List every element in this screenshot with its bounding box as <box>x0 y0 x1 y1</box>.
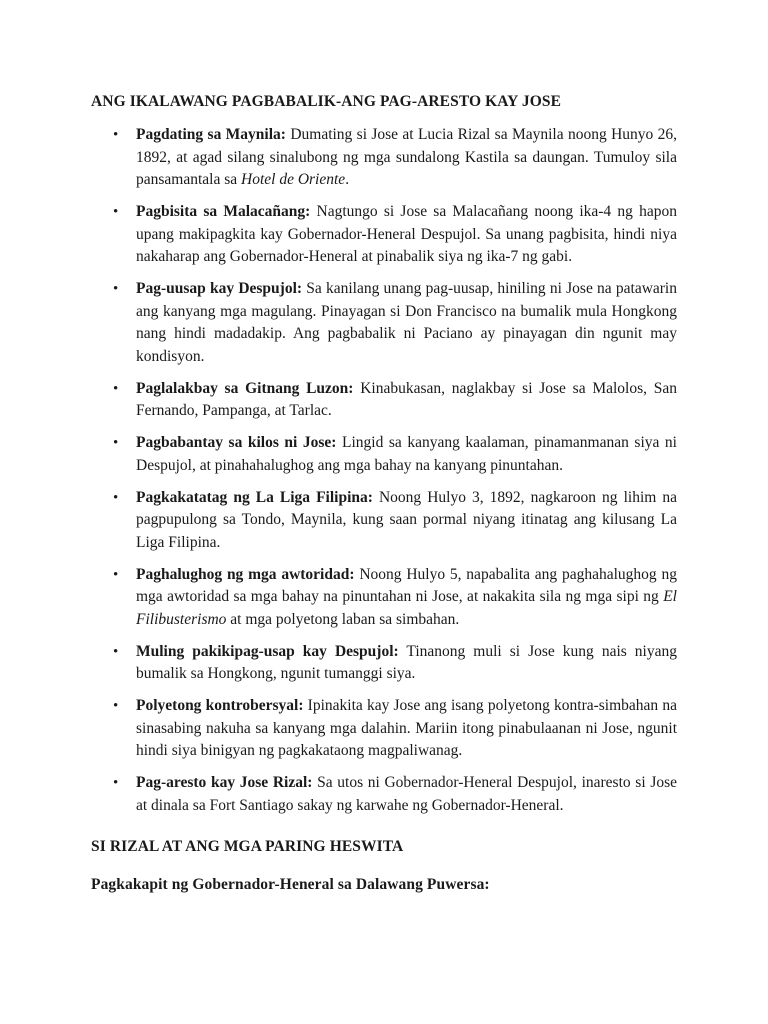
item-text: Noong Hulyo 3, 1892, nagkaroon ng lihim na pagpupulong sa Tondo, Maynila, kung saan pormal niyang itinatag ang kilusang La Liga Filipina. <box>136 488 677 551</box>
item-emphasis: Hotel de Oriente <box>241 171 346 188</box>
list-item <box>113 641 677 686</box>
item-term: Pag-aresto kay Jose Rizal: <box>136 774 313 791</box>
bullet-icon: • <box>113 698 119 714</box>
item-text: Sa utos ni Gobernador-Heneral Despujol, inaresto si Jose at dinala sa Fort Santiago sakay ng karwahe ng Gobernador-Heneral. <box>136 774 678 814</box>
section-heading-paring-heswita: SI RIZAL AT ANG MGA PARING HESWITA <box>91 838 404 855</box>
item-text: Kinabukasan, naglakbay si Jose sa Malolos, San Fernando, Pampanga, at Tarlac. <box>136 379 677 419</box>
item-text: Sa kanilang unang pag-uusap, hiniling ni Jose na patawarin ang kanyang mga magulang. Pinayagan si Don Francisco na bumalik mula Hongkong nang hindi madadakip. Ang pagbabalik ni Paciano ay pinayagan din ngunit may kondisyon. <box>136 280 677 365</box>
item-term: Pagkakatatag ng La Liga Filipina: <box>136 488 373 506</box>
item-term: Pag-uusap kay Despujol: <box>136 280 303 297</box>
bullet-list <box>113 124 678 827</box>
list-item <box>113 432 677 477</box>
bullet-icon: • <box>113 566 119 583</box>
subsection-heading-dalawang-puwersa: Pagkakapit ng Gobernador-Heneral sa Dalawang Puwersa: <box>91 876 490 893</box>
item-term: Pagdating sa Maynila: <box>136 126 286 143</box>
item-term: Pagbisita sa Malacañang: <box>136 203 311 220</box>
item-tail: at mga polyetong laban sa simbahan. <box>226 610 460 628</box>
list-item <box>113 695 677 763</box>
list-item <box>113 564 677 632</box>
item-tail: . <box>345 171 350 188</box>
list-item <box>113 487 677 555</box>
item-text: Noong Hulyo 5, napabalita ang paghahalughog ng mga awtoridad sa mga bahay na pinuntahan ni Jose, at nakakita sila ng mga sipi ng <box>136 565 677 605</box>
bullet-icon: • <box>113 380 119 397</box>
bullet-icon: • <box>113 281 119 297</box>
bullet-icon: • <box>113 489 119 506</box>
item-term: Paglalakbay sa Gitnang Luzon: <box>136 379 354 397</box>
item-text: Lingid sa kanyang kaalaman, pinamanmanan siya ni Despujol, at pinahahalughog ang mga bahay na kanyang pinuntahan. <box>136 434 677 474</box>
item-term: Polyetong kontrobersyal: <box>136 697 304 714</box>
item-text: Nagtungo si Jose sa Malacañang noong ika-4 ng hapon upang makipagkita kay Gobernador-Heneral Despujol. Sa unang pagbisita, hindi niya nakaharap ang Gobernador-Heneral at pinabalik siya ng ika-7 ng gabi. <box>136 203 677 265</box>
list-item <box>113 124 677 192</box>
bullet-icon: • <box>113 204 119 220</box>
bullet-icon: • <box>113 127 119 143</box>
list-item <box>113 772 678 817</box>
list-item <box>113 378 677 423</box>
bullet-icon: • <box>113 643 119 660</box>
item-text: Ipinakita kay Jose ang isang polyetong kontra-simbahan na sinasabing nakuha sa kanyang mga dalahin. Mariin itong pinabulaanan ni Jose, ngunit hindi siya binigyan ng pagkakataong magpaliwanag. <box>136 697 677 759</box>
bullet-icon: • <box>113 775 119 791</box>
item-term: Paghalughog ng mga awtoridad: <box>136 565 355 583</box>
bullet-icon: • <box>113 435 119 451</box>
item-term: Muling pakikipag-usap kay Despujol: <box>136 642 399 660</box>
section-heading-ikalawang-pagbabalik: ANG IKALAWANG PAGBABALIK-ANG PAG-ARESTO KAY JOSE <box>91 93 562 110</box>
item-emphasis: El Filibusterismo <box>136 588 677 628</box>
item-term: Pagbabantay sa kilos ni Jose: <box>136 434 337 451</box>
list-item <box>113 278 677 368</box>
item-text: Dumating si Jose at Lucia Rizal sa Maynila noong Hunyo 26, 1892, at agad silang sinalubong ng mga sundalong Kastila sa daungan. Tumuloy sila pansamantala sa <box>136 126 677 188</box>
item-text: Tinanong muli si Jose kung nais niyang bumalik sa Hongkong, ngunit tumanggi siya. <box>136 642 677 682</box>
list-item <box>113 201 677 269</box>
